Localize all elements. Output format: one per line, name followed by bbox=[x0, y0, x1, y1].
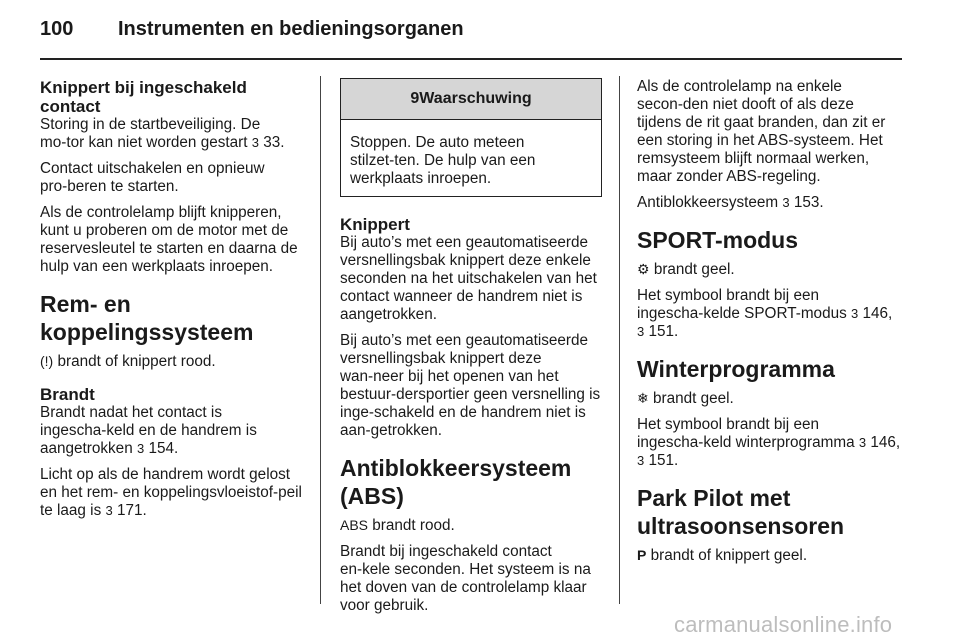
column-2 bbox=[340, 78, 602, 623]
sport-mode-icon: ⚙ bbox=[637, 261, 650, 277]
paragraph: Contact uitschakelen en opnieuw pro‑beren te starten. bbox=[40, 160, 265, 195]
paragraph: Storing in de startbeveiliging. De mo‑tor kan niet worden gestart 3 33. bbox=[40, 116, 285, 151]
cross-reference-arrow-icon: 3 bbox=[136, 441, 145, 456]
warning-triangle-icon: 9 bbox=[410, 90, 420, 107]
paragraph: Antiblokkeersysteem 3 153. bbox=[637, 194, 824, 211]
warning-box bbox=[340, 78, 602, 197]
park-pilot-icon: P bbox=[637, 547, 647, 563]
heading-knippert: Knippert bbox=[340, 215, 410, 234]
heading-park-pilot: Park Pilot met ultrasoonsensoren bbox=[637, 485, 845, 539]
paragraph: ABS brandt rood. bbox=[340, 517, 455, 534]
paragraph: Als de controlelamp blijft knipperen, kunt u proberen om de motor met de reservesleutel te starten en daarna de hulp van een werkplaats inroepen. bbox=[40, 204, 298, 275]
paragraph: Bij auto’s met een geautomatiseerde versnellingsbak knippert deze wan‑neer bij het openen van het bestuur‑dersportier geen versnelling is inge‑schakeld en de handrem niet is aan‑getrokken. bbox=[340, 332, 601, 439]
paragraph: Het symbool brandt bij een ingescha‑keld winterprogramma 3 146, 3 151. bbox=[637, 416, 901, 469]
paragraph: Brandt nadat het contact is ingescha‑keld en de handrem is aangetrokken 3 154. bbox=[40, 404, 257, 457]
heading-winterprogramma: Winterprogramma bbox=[637, 356, 835, 382]
header-divider bbox=[40, 58, 902, 60]
abs-icon: ABS bbox=[340, 517, 369, 533]
cross-reference-arrow-icon: 3 bbox=[637, 453, 645, 468]
cross-reference-arrow-icon: 3 bbox=[858, 435, 867, 450]
warning-title: Waarschuwing bbox=[419, 90, 532, 107]
paragraph: Bij auto’s met een geautomatiseerde versnellingsbak knippert deze enkele seconden na het uitschakelen van het contact wanneer de handrem niet is aangetrokken. bbox=[340, 234, 597, 323]
page-header bbox=[40, 18, 900, 46]
chapter-title: Instrumenten en bedieningsorganen bbox=[118, 18, 464, 40]
paragraph: (!) brandt of knippert rood. bbox=[40, 353, 216, 370]
paragraph: Licht op als de handrem wordt gelost en het rem- en koppelingsvloeistof‑peil te laag is 3 171. bbox=[40, 466, 302, 519]
paragraph: ⚙ brandt geel. bbox=[637, 261, 735, 278]
cross-reference-arrow-icon: 3 bbox=[637, 324, 645, 339]
column-divider-1 bbox=[320, 76, 321, 604]
cross-reference-arrow-icon: 3 bbox=[782, 195, 790, 210]
paragraph: Het symbool brandt bij een ingescha‑kelde SPORT-modus 3 146, 3 151. bbox=[637, 287, 893, 340]
brake-warning-icon: (!) bbox=[40, 353, 54, 369]
column-1 bbox=[40, 78, 305, 528]
snowflake-icon: ❄ bbox=[637, 390, 649, 406]
heading-knippert-ingeschakeld: Knippert bij ingeschakeld contact bbox=[40, 78, 247, 116]
heading-sport-modus: SPORT-modus bbox=[637, 227, 799, 253]
paragraph: P brandt of knippert geel. bbox=[637, 547, 808, 564]
paragraph: Als de controlelamp na enkele secon‑den niet dooft of als deze tijdens de rit gaat branden, dan zit er een storing in het ABS-systeem. Het remsysteem blijft normaal werken, maar zonder ABS-regeling. bbox=[637, 78, 886, 185]
paragraph: ❄ brandt geel. bbox=[637, 390, 734, 407]
warning-text: Stoppen. De auto meteen stilzet‑ten. De hulp van een werkplaats inroepen. bbox=[350, 134, 536, 187]
cross-reference-arrow-icon: 3 bbox=[105, 503, 113, 518]
paragraph: Brandt bij ingeschakeld contact en‑kele seconden. Het systeem is na het doven van de controlelamp klaar voor gebruik. bbox=[340, 543, 591, 614]
warning-header bbox=[341, 79, 601, 120]
cross-reference-arrow-icon: 3 bbox=[850, 306, 859, 321]
heading-brandt: Brandt bbox=[40, 385, 95, 404]
heading-abs: Antiblokkeersysteem (ABS) bbox=[340, 455, 572, 509]
column-3 bbox=[637, 78, 902, 573]
watermark: carmanualsonline.info bbox=[674, 612, 893, 637]
cross-reference-arrow-icon: 3 bbox=[251, 135, 259, 150]
page-number: 100 bbox=[40, 18, 74, 40]
heading-rem-koppeling: Rem- en koppelingssysteem bbox=[40, 291, 254, 345]
column-divider-2 bbox=[619, 76, 620, 604]
